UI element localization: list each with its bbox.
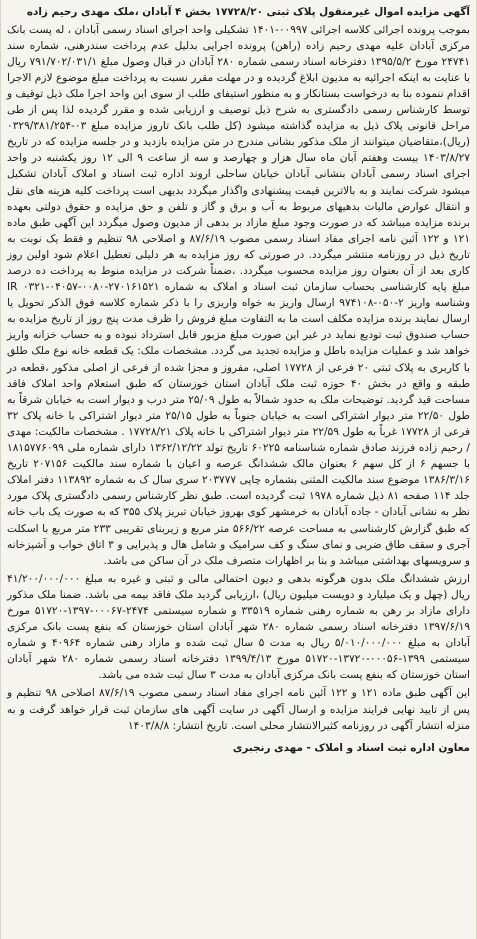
notice-title: آگهی مزایده اموال غیرمنقول پلاک ثبتی ۱۷۷۲۸/۲۰ بخش ۴ آبادان ،ملک مهدی رحیم زاده xyxy=(26,6,470,18)
body-paragraph-valuation: ارزش ششدانگ ملک بدون هرگونه بدهی و دیون احتمالی مالی و ثبتی و غیره به مبلغ ۴۱/۲۰۰/۰۰۰/۰۰۰ ریال (چهل و یک میلیارد و دویست میلیون ریال) ،ارزیابی گردید ملک فاقد بیمه می باشد. ضمنا ملک مذکور دارای مازاد بر رهن به شماره رهنی شماره ۳۳۵۱۹ و شماره سیستمی ۲۴۷۴-۰۰۰۶۷-۱۳۹۷-۵۱۷۲۰ مورخ ۱۳۹۷/۶/۱۹ دفترخانه اسناد رسمی شماره ۲۸۰ شهر آبادان استان خوزستان که بنفع پست بانک مرکزی آبادان به مبلغ ۵/۰۱۰/۰۰۰/۰۰۰ ریال به مدت ۵ سال ثبت شده و مازاد رهنی شماره ۴۰۹۶۴ و شماره سیستمی ۱۳۹۹-۰۰۰۵۶-۱۳۷۲۰-۵۱۷۲۰ مورخ ۱۳۹۹/۴/۱۳ دفترخانه اسناد رسمی شماره ۲۸۰ شهر آبادان استان خوزستان که بنفع پست بانک مرکزی آبادان به مدت ۳ سال ثبت شده می باشد. xyxy=(7,572,471,682)
body-paragraph-main: بموجب پرونده اجرائی کلاسه اجرائی ۰۰۹۹۷-۱۴۰۱ تشکیلی واحد اجرای اسناد رسمی آبادان ، له پست بانک مرکزی آبادان علیه مهدی رحیم زاده (راهن) پرونده اجرایی بدلیل عدم پرداخت سندرهنی، شماره سند ۲۴۷۴۱ مورخ ۱۳۹۵/۵/۲ دفترخانه اسناد رسمی شماره ۲۸۰ آبادان در قبال وصول مبلغ ۷۹۱/۷۰۲/۰۳۱/۱ ریال با عنایت به اینکه اجرائیه به مدیون ابلاغ گردیده و در مهلت مقرر نسبت به پرداخت مبلغ موضوع لازم الاجرا اقدام ننموده بنا به درخواست بستانکار و به منظور استیفای طلب از سوی این واحد اجرا ملک ذیل توقیف و توسط کارشناس رسمی دادگستری به شرح ذیل توصیف و ارزیابی شده و مقرر گردیده لذا پس از طی مراحل قانونی پلاک ذیل به مزایده گذاشته میشود (کل طلب بانک تاروز مزایده مبلغ ۰۳-۰۳۲۹/۳۸۱/۲۵۴ (ریال)،متقاضیان میتوانند از ملک مذکور بشانی مندرج در متن مزایده بازدید و در جلسه مزایده که در تاریخ ۱۴۰۳/۸/۲۷ بیست وهفتم آبان ماه سال هزار و چهارصد و سه از ساعت ۹ الی ۱۲ روز یکشنبه در واحد اجرای اسناد رسمی آبادان بنشانی آبادان خیابان ساحلی اروند اداره ثبت اسناد و املاک آبادان تشکیل میشود شرکت نمایند و به بالاترین قیمت پیشنهادی واگذار میگردد بدیهی است پرداخت کلیه هزینه های نقل و انتقال عوارض مالیات بدهیهای مربوط به آب و برق و گاز و تلفن و حق مزایده و حقوق دولتی بعهده برنده مزایده میباشد که در صورت وجود مبلغ مازاد بر بدهی از مدیون وصول میگردد این آگهی طبق ماده ۱۲۱ و ۱۲۲ آئین نامه اجرای مفاد اسناد رسمی مصوب ۸۷/۶/۱۹ و اصلاحی ۹۸ تنظیم و فقط یک نوبت به تاریخ ذیل در روزنامه منتشر میگردد. در صورتی که روز مزایده به هر دلیلی تعطیل اعلام شود اولین روز کاری بعد از آن بعنوان روز مزایده محسوب میگردد. ،ضمناً شرکت در مزایده منوط به پرداخت ده درصد مبلغ پایه کارشناسی بحساب سازمان ثبت اسناد و املاک به شماره ۲۷۰۱۶۱۵۲۱-۰۰۸۰-۰۴۰۵۷-۰۳۲۱ IR وشناسه واریز ۲-۰۵۰-۹۷۴۱۰۸ ارسال واریز به خواه واریزی را با ذکر شماره کلاسه فوق الذکر تحویل یا ارسال نمایند برنده مزایده مکلف است ما به التفاوت مبلغ فروش را ظرف مدت پنج روز از تاریخ مزایده به حساب صندوق ثبت تودیع نماید در غیر این صورت مبلغ مزبور قابل استرداد نبوده و به حساب خزانه واریز خواهد شد و عملیات مزایده باطل و مزایده تجدید می گردد. مشخصات ملک: یک قطعه خانه نوع ملک طلق با کاربری به پلاک ثبتی ۲۰ فرعی از ۱۷۷۲۸ اصلی، مفروز و مجزا شده از فرعی از اصلی مذکور ،قطعه در طبقه و واقع در بخش ۴۰ حوزه ثبت ملک آبادان استان خوزستان که طبق استعلام واحد املاک فاقد مساحت قید گردید. توضیحات ملک به حدود شمالاً به طول ۲۵/۰۹ متر درب و دیوار است به خیابان شرقاً به طول ۲۲/۵۰ متر دیوار اشتراکی است به خیابان جنوباً به طول ۲۵/۱۵ متر دیوار اشتراکی با خانه پلاک ۳۲ فرعی از ۱۷۷۲۸ غرباً به طول ۲۲/۵۹ متر دیوار اشتراکی با خانه پلاک ۱۷۷۲۸/۲۱ . مشخصات مالکیت: مهدی / رحیم زاده فرزند صادق شماره شناسنامه ۶۰۲۲۵ تاریخ تولد ۱۳۶۲/۱۲/۲۲ دارای شماره ملی ۱۸۱۵۷۷۶۰۹۹ با جسهم ۶ از کل سهم ۶ بعنوان مالک ششدانگ عرصه و اعیان با شماره سند مالکیت ۲۰۷۱۵۶ تاریخ ۱۳۸۶/۳/۱۶ موضوع سند مالکیت المثنی بشماره چاپی ۲۰۳۷۷۷ سری سال ک به شماره ۱۱۳۸۹۲ دفتر املاک جلد ۱۱۴ صفحه ۸۱ ذیل شماره ۱۹۷۸ ثبت گردیده است. طبق نظر کارشناس رسمی دادگستری پلاک مورد نظر به نشانی آبادان - جاده آبادان به خرمشهر کوی بهروز خیابان تبریز پلاک ۳۵۵ که به صورت یک باب خانه که طبق گزارش کارشناسی به مساحت عرصه ۵۶۶/۲۲ متر مربع و زیربنای تقریبی ۲۳۳ متر مربع با اسکلت آجری و سقف طاق ضربی و نمای سنگ و کف سرامیک و شامل هال و پذیرایی و ۳ اتاق خواب و آشپزخانه و سرویسهای بهداشتی میباشد و بنا بر اظهارات متصرف ملک در آن ساکن می باشد. xyxy=(7,23,471,567)
signature-line: معاون اداره ثبت اسناد و املاک - مهدی رنجبری xyxy=(232,741,470,754)
body-paragraph-legal: این آگهی طبق ماده ۱۲۱ و ۱۲۲ آئین نامه اجرای مفاد اسناد رسمی مصوب ۸۷/۶/۱۹ اصلاحی ۹۸ تنظیم و پس از تایید نهایی فرایند مزایده و ارسال آگهی در سایت آگهی های سازمان ثبت قرار خواهد گرفت و به منزله انتشار آگهی در روزنامه کثیرالانتشار محلی است. تاریخ انتشار: ۱۴۰۳/۸/۸ xyxy=(7,687,471,732)
